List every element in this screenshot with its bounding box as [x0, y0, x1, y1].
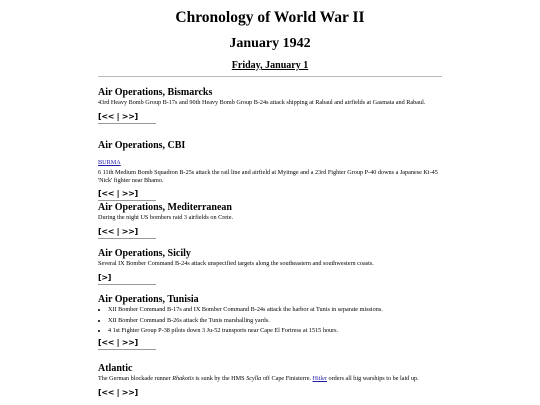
section-heading: Air Operations, CBI	[98, 140, 186, 151]
text-part: orders all big warships to be laid up.	[326, 375, 419, 382]
section-text	[98, 375, 443, 383]
section-divider	[98, 349, 156, 350]
page-title: Chronology of World War II	[175, 9, 365, 26]
section-heading: Air Operations, Sicily	[98, 248, 191, 259]
section-sicily	[98, 248, 443, 285]
section-divider	[98, 284, 156, 285]
ship-name: Rhakotis	[172, 375, 194, 382]
month-heading: January 1942	[229, 36, 311, 51]
section-bismarcks	[98, 87, 443, 124]
day-heading[interactable]: Friday, January 1	[231, 60, 309, 71]
nav-links[interactable]: [<< | >>]	[98, 189, 138, 199]
text-part: off Cape Finisterre.	[261, 375, 313, 382]
section-text: 6 11th Medium Bomb Squadron B-25s attack the rail line and airfield at Myitnge and a 23rd Fighter Group P-40 downs a Japanese Ki-45 'Nick' fighter near Bhamo.	[98, 169, 438, 184]
burma-link[interactable]: BURMA	[98, 159, 121, 166]
section-heading: Air Operations, Mediterranean	[98, 202, 232, 213]
nav-links[interactable]: [<< | >>]	[98, 111, 138, 121]
hitler-link[interactable]: Hitler	[312, 375, 327, 382]
text-part: is sunk by the HMS	[193, 375, 247, 382]
section-text: During the night US bombers raid 3 airfields on Crete.	[98, 214, 234, 221]
section-text: 43rd Heavy Bomb Group B-17s and 90th Heavy Bomb Group B-24s attack shipping at Rabaul and airfields at Gasmata and Rabaul.	[98, 99, 426, 106]
section-heading: Air Operations, Bismarcks	[98, 87, 213, 98]
nav-links[interactable]: [<< | >>]	[98, 226, 138, 236]
section-text: Several IX Bomber Command B-24s attack unspecified targets along the southeastern and southwestern coasts.	[98, 260, 374, 267]
section-mediterranean	[98, 202, 443, 239]
list-item: • XII Bomber Command B-26s attack the Tunis marshalling yards.	[108, 317, 443, 325]
text-part: The German blockade runner	[98, 375, 173, 382]
section-tunisia	[98, 294, 443, 350]
section-atlantic	[98, 363, 443, 397]
list-item: • 4 1st Fighter Group P-38 pilots down 3 Ju-52 transports near Cape El Fortress at 1515 hours.	[108, 327, 443, 335]
section-cbi	[98, 140, 443, 201]
nav-links[interactable]: [>]	[98, 272, 112, 282]
ship-name: Scylla	[246, 375, 262, 382]
section-heading: Atlantic	[98, 363, 133, 374]
section-divider	[98, 123, 156, 124]
section-divider	[98, 238, 156, 239]
header-divider	[98, 76, 442, 77]
list-item: • XII Bomber Command B-17s and IX Bomber Command B-24s attack the harbor at Tunis in separate missions.	[108, 306, 443, 314]
bullet-list	[98, 306, 443, 335]
nav-links[interactable]: [<< | >>]	[98, 337, 138, 347]
nav-links[interactable]: [<< | >>]	[98, 387, 138, 397]
section-heading: Air Operations, Tunisia	[98, 294, 199, 305]
